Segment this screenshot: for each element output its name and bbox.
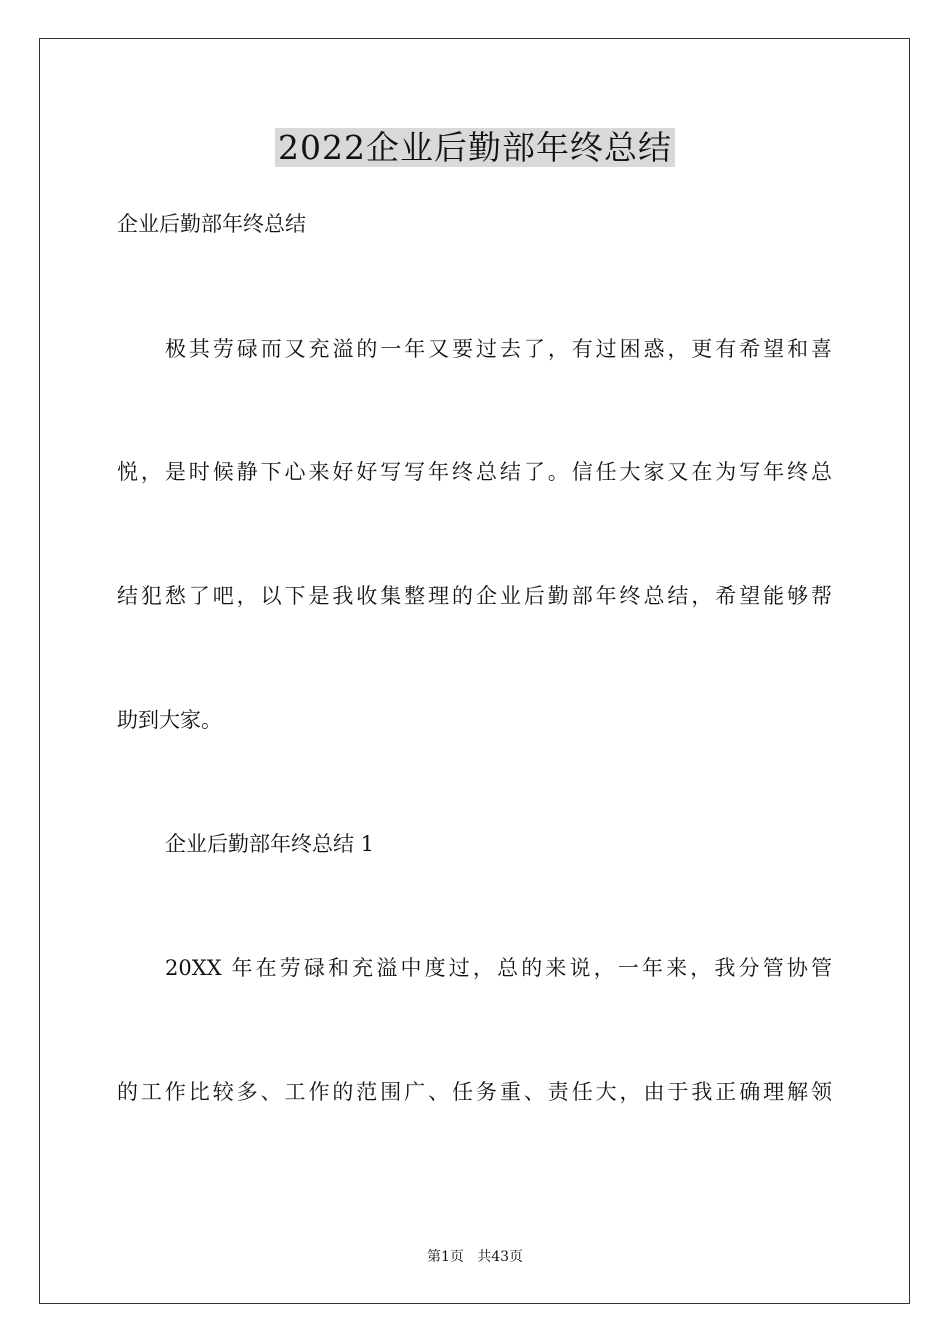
paragraph-line-6: 的工作比较多、工作的范围广、任务重、责任大，由于我正确理解领	[117, 1080, 832, 1104]
document-title	[0, 126, 950, 170]
paragraph-line-1: 极其劳碌而又充溢的一年又要过去了，有过困惑，更有希望和喜	[165, 337, 832, 361]
paragraph-line-3: 结犯愁了吧，以下是我收集整理的企业后勤部年终总结，希望能够帮	[117, 584, 832, 608]
page-footer	[0, 1247, 950, 1267]
paragraph-line-4: 助到大家。	[117, 708, 222, 732]
paragraph-line-5: 20XX 年在劳碌和充溢中度过，总的来说，一年来，我分管协管	[165, 956, 832, 980]
footer-total-pages: 43	[491, 1249, 510, 1265]
footer-mid: 页 共	[449, 1249, 492, 1265]
footer-prefix: 第	[426, 1249, 441, 1265]
document-title-text: 2022企业后勤部年终总结	[275, 128, 675, 167]
footer-current-page: 1	[440, 1249, 450, 1265]
section-heading: 企业后勤部年终总结 1	[165, 832, 375, 856]
paragraph-line-2: 悦，是时候静下心来好好写写年终总结了。信任大家又在为写年终总	[117, 460, 832, 484]
footer-suffix: 页	[509, 1249, 524, 1265]
document-subtitle: 企业后勤部年终总结	[117, 212, 306, 236]
